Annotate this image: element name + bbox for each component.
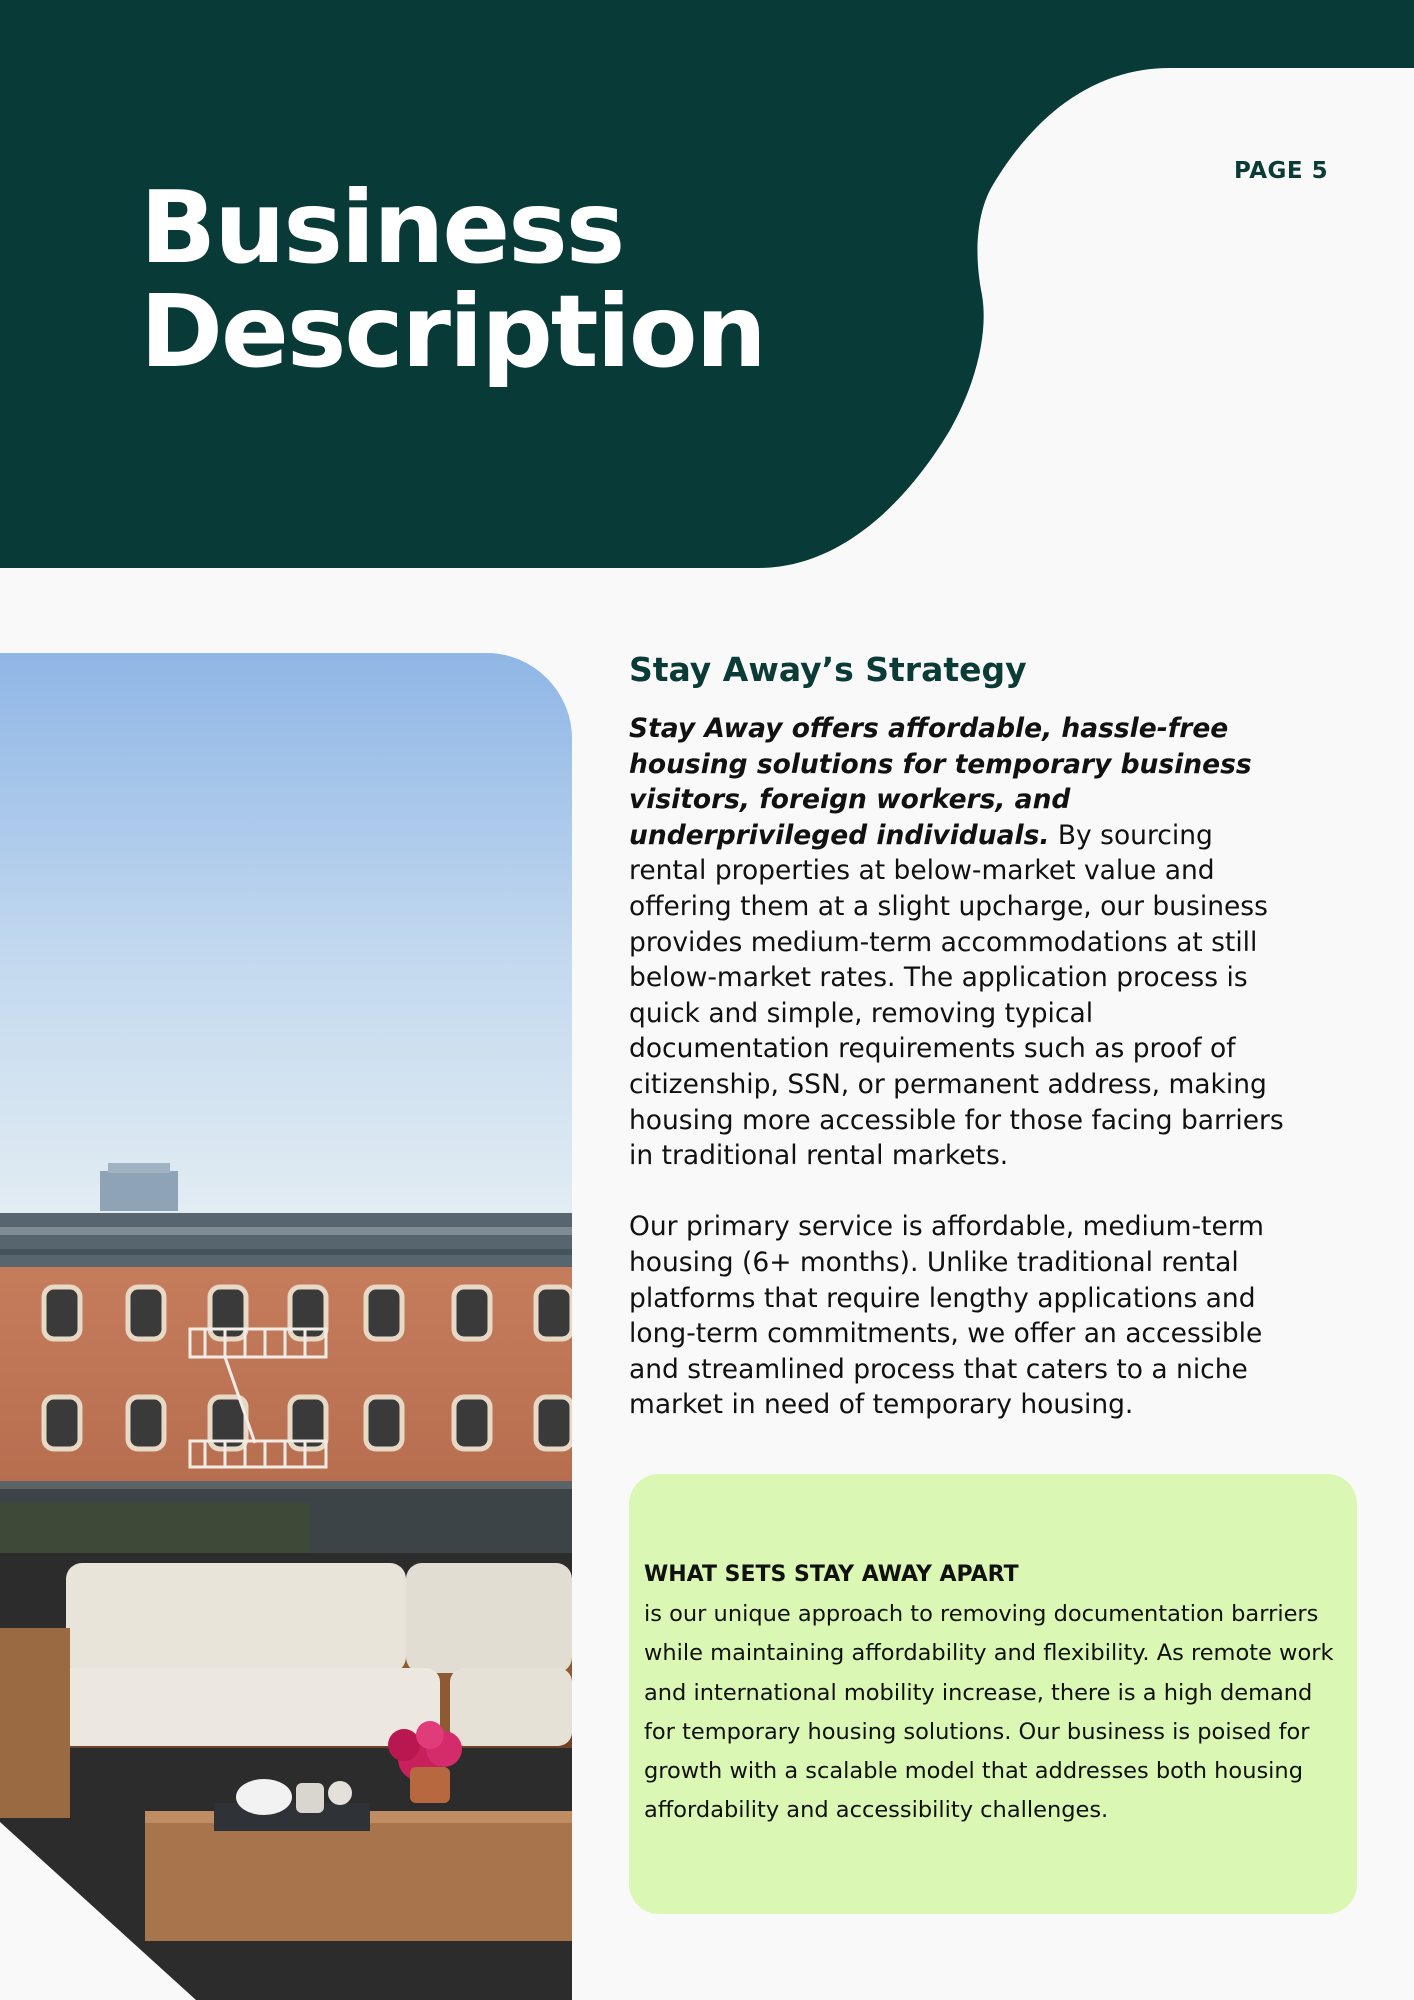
strategy-paragraph-2: Our primary service is affordable, medium-term housing (6+ months). Unlike traditional rental platforms that require lengthy applications and long-term commitments, we offer an accessible and streamlined process that caters to a niche market in need of temporary housing. — [629, 1211, 1264, 1421]
page-title-line-1: Business — [140, 169, 624, 286]
rooftop-patio-photo — [0, 653, 572, 2000]
strategy-lead-rest: By sourcing rental properties at below-market value and offering them at a slight upcharge, our business provides medium-term accommodations at still below-market rates. The application process is quick and simple, removing typical documentation requirements such as proof of citizenship, SSN, or permanent address, making housing more accessible for those facing barriers in traditional rental markets. — [629, 819, 1284, 1172]
strategy-body — [629, 711, 1289, 1423]
strategy-paragraph-1 — [629, 711, 1289, 1174]
highlight-title: WHAT SETS STAY AWAY APART — [644, 1562, 1019, 1587]
sky — [0, 653, 572, 1213]
building-cornice — [0, 1213, 572, 1267]
page-title-line-2: Description — [140, 273, 765, 390]
strategy-lead-bold: Stay Away offers affordable, hassle-free housing solutions for temporary business visitors, foreign workers, and underprivileged individuals. — [629, 713, 1252, 851]
page-number: PAGE 5 — [1234, 158, 1329, 184]
highlight-box — [629, 1474, 1357, 1914]
highlight-text: is our unique approach to removing documentation barriers while maintaining affordability and flexibility. As remote work and international mobility increase, there is a high demand for temporary housing solutions. Our business is poised for growth with a scalable model that addresses both housing affordability and accessibility challenges. — [644, 1601, 1334, 1824]
page-title — [140, 169, 840, 390]
rooftop-structure — [100, 1163, 178, 1211]
section-heading: Stay Away’s Strategy — [629, 650, 1027, 689]
